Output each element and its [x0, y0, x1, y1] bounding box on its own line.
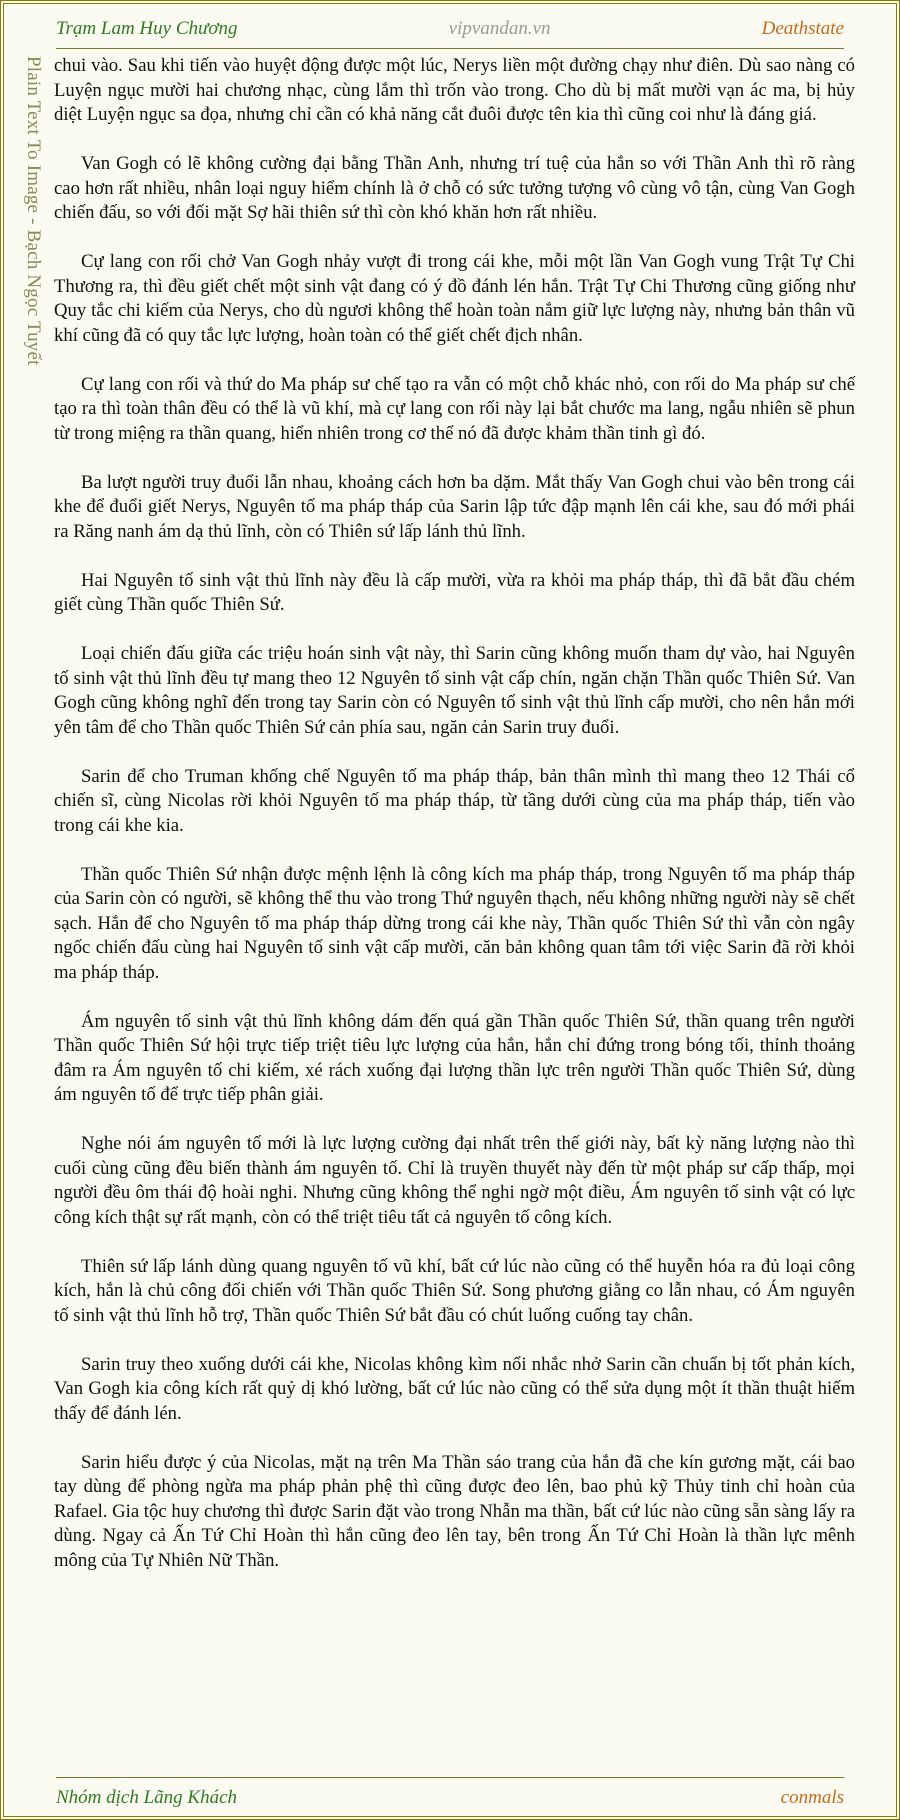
paragraph: Sarin hiểu được ý của Nicolas, mặt nạ trên Ma Thần sáo trang của hắn đã che kín gương mặt, cái bao tay dùng để phòng ngừa ma pháp phản phệ thì cũng được đeo lên, bao phủ kỹ Thủy tinh chỉ hoàn của Rafael. Gia tộc huy chương thì được Sarin đặt vào trong Nhẫn ma thần, bất cứ lúc nào cũng sẵn sàng lấy ra dùng. Ngay cả Ấn Tứ Chỉ Hoàn thì hắn cũng đeo lên tay, bên trong Ấn Tứ Chỉ Hoàn là thần lực mênh mông của Tự Nhiên Nữ Thần.	[54, 1451, 855, 1571]
paragraph: Sarin để cho Truman khống chế Nguyên tố ma pháp tháp, bản thân mình thì mang theo 12 Thái cổ chiến sĩ, cùng Nicolas rời khỏi Nguyên tố ma pháp tháp, từ tầng dưới cùng của ma pháp tháp, tiến vào trong cái khe kia.	[54, 765, 855, 836]
paragraph: Cự lang con rối và thứ do Ma pháp sư chế tạo ra vẫn có một chỗ khác nhỏ, con rối do Ma pháp sư chế tạo ra thì toàn thân đều có thể là vũ khí, mà cự lang con rối này lại bắt chước ma lang, ngẫu nhiên sẽ phun từ trong miệng ra thần quang, hiển nhiên trong cơ thể nó đã được khảm thần tinh gì đó.	[54, 373, 855, 444]
paragraph: Ám nguyên tố sinh vật thủ lĩnh không dám đến quá gần Thần quốc Thiên Sứ, thần quang trên người Thần quốc Thiên Sứ hội trực tiếp triệt tiêu lực lượng của hắn, hắn chỉ đứng trong bóng tối, thỉnh thoảng đâm ra Ám nguyên tố chi kiếm, xé rách xuống đại lượng thần lực trên người Thần quốc Thiên Sứ, dùng ám nguyên tố để trực tiếp phân giải.	[54, 1010, 855, 1105]
footer-editor: conmals	[780, 1787, 844, 1808]
header-author: Deathstate	[761, 18, 844, 39]
footer-divider	[56, 1777, 844, 1778]
paragraph: Hai Nguyên tố sinh vật thủ lĩnh này đều là cấp mười, vừa ra khỏi ma pháp tháp, thì đã bắt đầu chém giết cùng Thần quốc Thiên Sứ.	[54, 569, 855, 615]
chapter-text	[54, 54, 855, 1598]
paragraph: Thiên sứ lấp lánh dùng quang nguyên tố vũ khí, bất cứ lúc nào cũng có thể huyễn hóa ra đủ loại công kích, hắn là chủ công đối chiến với Thần quốc Thiên Sứ. Song phương giằng co lẫn nhau, có Ám nguyên tố sinh vật thủ lĩnh hỗ trợ, Thần quốc Thiên Sứ bắt đầu có chút luống cuống tay chân.	[54, 1255, 855, 1326]
paragraph: Sarin truy theo xuống dưới cái khe, Nicolas không kìm nổi nhắc nhở Sarin cần chuẩn bị tốt phản kích, Van Gogh kia công kích rất quỷ dị khó lường, bất cứ lúc nào cũng có thể sửa dụng một ít thần thuật hiếm thấy để đánh lén.	[54, 1353, 855, 1424]
page-footer	[56, 1781, 844, 1815]
header-site: vipvandan.vn	[448, 18, 551, 39]
paragraph: Thần quốc Thiên Sứ nhận được mệnh lệnh là công kích ma pháp tháp, trong Nguyên tố ma pháp tháp của Sarin còn có người, sẽ không thể thu vào trong Thứ nguyên thạch, nếu không những người này sẽ chết sạch. Hắn để cho Nguyên tố ma pháp tháp dừng trong cái khe này, Thần quốc Thiên Sứ thì vẫn còn ngây ngốc chiến đấu cùng hai Nguyên tố sinh vật cấp mười, căn bản không quan tâm tới việc Sarin đã rời khỏi ma pháp tháp.	[54, 863, 855, 983]
paragraph: Nghe nói ám nguyên tố mới là lực lượng cường đại nhất trên thế giới này, bất kỳ năng lượng nào thì cuối cùng cũng đều biến thành ám nguyên tố. Chỉ là truyền thuyết này đến từ một pháp sư cấp thấp, mọi người đều ôm thái độ hoài nghi. Nhưng cũng không thể nghi ngờ một điều, Ám nguyên tố sinh vật có lực công kích thật sự rất mạnh, còn có thể triệt tiêu tất cả nguyên tố công kích.	[54, 1133, 855, 1228]
paragraph: Van Gogh có lẽ không cường đại bằng Thần Anh, nhưng trí tuệ của hắn so với Thần Anh thì rõ ràng cao hơn rất nhiều, nhân loại nguy hiểm chính là ở chỗ có sức tưởng tượng vô cùng vô tận, cùng Van Gogh chiến đấu, so với đối mặt Sợ hãi thiên sứ thì còn khó khăn hơn rất nhiều.	[54, 153, 855, 223]
header-divider	[56, 48, 844, 49]
paragraph: chui vào. Sau khi tiến vào huyệt động được một lúc, Nerys liền một đường chạy như điên. Dù sao nàng có Luyện ngục mười hai chương nhạc, cùng lắm thì trốn vào trong. Cho dù bị mất mười vạn ác ma, bị hủy diệt Luyện ngục sa đọa, nhưng chỉ cần có khả năng cắt đuôi được tên kia thì cũng coi như là đáng giá.	[54, 55, 855, 125]
page-header	[56, 12, 844, 46]
side-watermark: Plain Text To Image - Bạch Ngọc Tuyết	[23, 56, 44, 366]
paragraph: Loại chiến đấu giữa các triệu hoán sinh vật này, thì Sarin cũng không muốn tham dự vào, hai Nguyên tố sinh vật thủ lĩnh đều tự mang theo 12 Nguyên tố sinh vật cấp chín, ngăn chặn Thần quốc Thiên Sứ. Van Gogh cũng không nghĩ đến trong tay Sarin còn có Nguyên tố sinh vật thủ lĩnh cấp mười, cho nên hắn mới yên tâm để cho Thần quốc Thiên Sứ cản phía sau, ngăn cản Sarin truy đuổi.	[54, 643, 855, 738]
footer-translator: Nhóm dịch Lãng Khách	[56, 1787, 238, 1808]
paragraph: Cự lang con rối chở Van Gogh nhảy vượt đi trong cái khe, mỗi một lần Van Gogh vung Trật Tự Chi Thương ra, thì đều giết chết một sinh vật đang có ý đồ đánh lén hắn. Trật Tự Chi Thương cũng giống như Quy tắc chi kiếm của Nerys, cho dù ngươi không thể hoàn toàn nắm giữ lực lượng này, nhưng bản thân vũ khí cũng đã có quy tắc lực lượng, hoàn toàn có thể giết chết địch nhân.	[54, 251, 855, 346]
header-book-title: Trạm Lam Huy Chương	[56, 18, 238, 39]
paragraph: Ba lượt người truy đuổi lẫn nhau, khoảng cách hơn ba dặm. Mắt thấy Van Gogh chui vào bên trong cái khe để đuổi giết Nerys, Nguyên tố ma pháp tháp của Sarin lập tức đập mạnh lên cái khe, sau đó mới phái ra Răng nanh ám dạ thủ lĩnh, còn có Thiên sứ lấp lánh thủ lĩnh.	[54, 471, 855, 542]
